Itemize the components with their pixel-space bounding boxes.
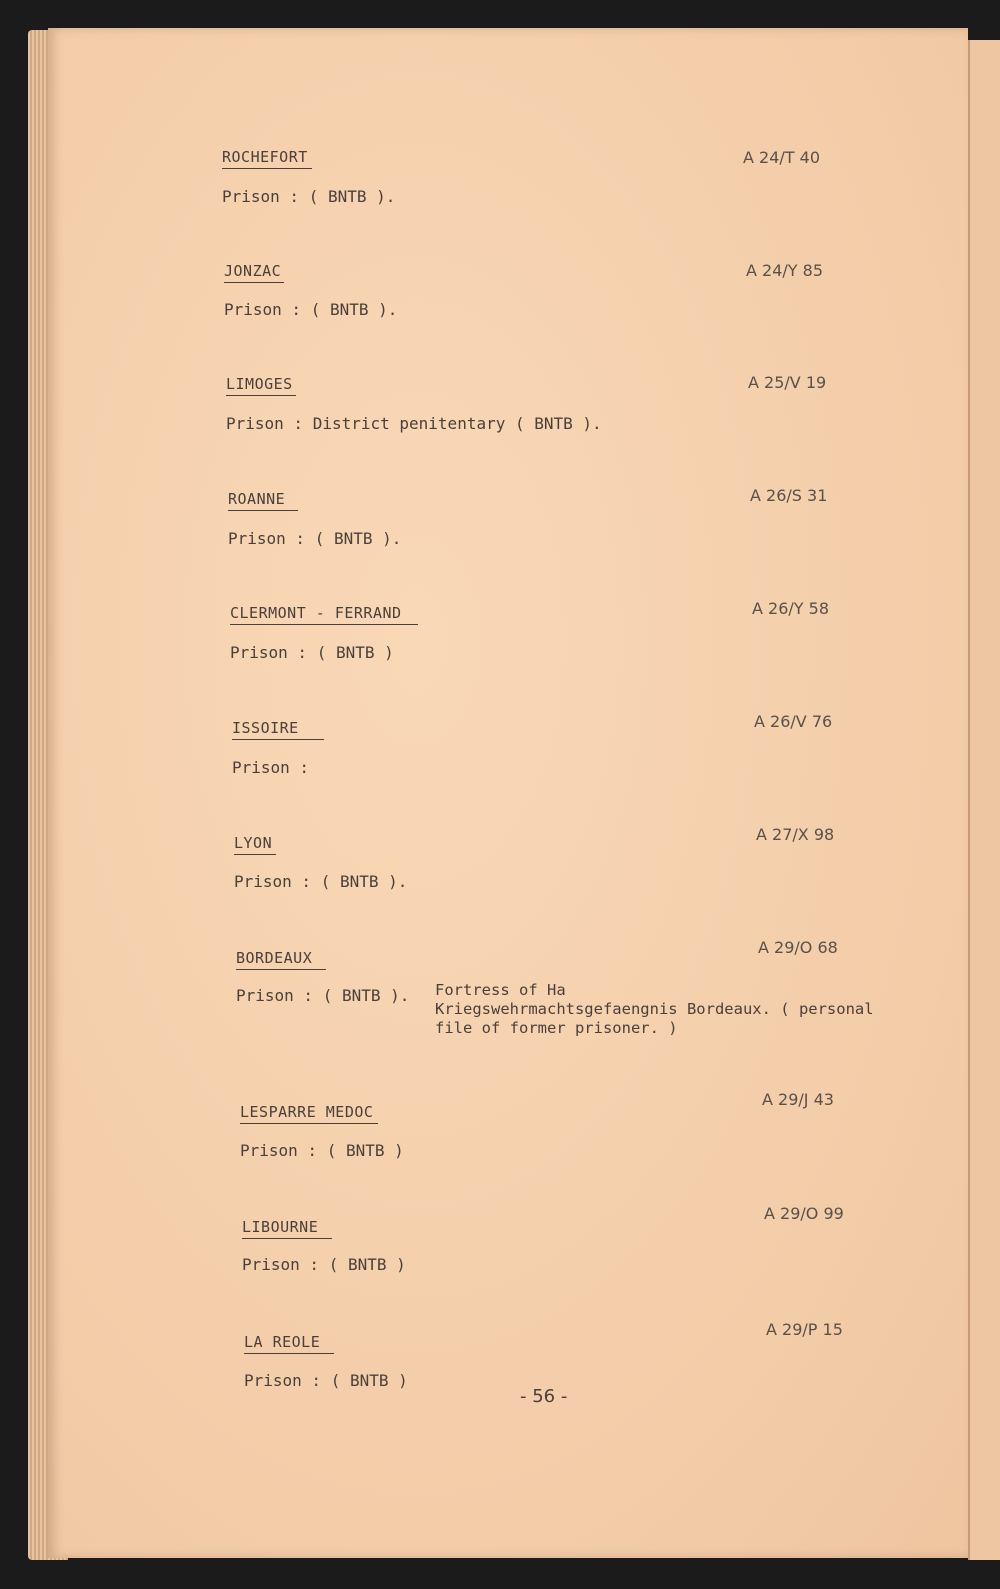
reference-code: A 26/S 31 xyxy=(750,486,828,505)
city-name: LIMOGES xyxy=(226,375,296,396)
city-name: LA REOLE xyxy=(244,1333,334,1354)
prison-description: Prison : ( BNTB ) xyxy=(242,1255,406,1274)
page-number: - 56 - xyxy=(520,1386,568,1407)
prison-note: Fortress of Ha Kriegswehrmachtsgefaengnis Bordeaux. ( personal file of former prisoner. ) xyxy=(435,981,874,1037)
prison-description: Prison : ( BNTB ). xyxy=(236,986,410,1005)
city-name: LESPARRE MEDOC xyxy=(240,1103,378,1124)
reference-code: A 24/T 40 xyxy=(743,148,820,167)
prison-description: Prison : ( BNTB ). xyxy=(224,300,398,319)
prison-description: Prison : xyxy=(232,758,310,777)
reference-code: A 29/J 43 xyxy=(762,1090,834,1109)
city-name: JONZAC xyxy=(224,262,284,283)
city-name: ROCHEFORT xyxy=(222,148,312,169)
prison-description: Prison : ( BNTB ). xyxy=(234,872,408,891)
reference-code: A 29/P 15 xyxy=(766,1320,843,1339)
city-name: CLERMONT - FERRAND xyxy=(230,604,418,625)
prison-description: Prison : ( BNTB ). xyxy=(222,187,396,206)
prison-description: Prison : ( BNTB ) xyxy=(244,1371,408,1390)
reference-code: A 29/O 99 xyxy=(764,1204,844,1223)
reference-code: A 27/X 98 xyxy=(756,825,835,844)
prison-description: Prison : ( BNTB ) xyxy=(240,1141,404,1160)
city-name: ROANNE xyxy=(228,490,298,511)
next-page-edge xyxy=(968,40,1000,1560)
prison-description: Prison : ( BNTB ). xyxy=(228,529,402,548)
city-name: BORDEAUX xyxy=(236,949,326,970)
reference-code: A 25/V 19 xyxy=(748,373,827,392)
city-name: LYON xyxy=(234,834,276,855)
reference-code: A 24/Y 85 xyxy=(746,261,823,280)
city-name: LIBOURNE xyxy=(242,1218,332,1239)
reference-code: A 26/Y 58 xyxy=(752,599,829,618)
city-name: ISSOIRE xyxy=(232,719,324,740)
prison-description: Prison : District penitentary ( BNTB ). xyxy=(226,414,602,433)
reference-code: A 26/V 76 xyxy=(754,712,833,731)
reference-code: A 29/O 68 xyxy=(758,938,838,957)
prison-description: Prison : ( BNTB ) xyxy=(230,643,394,662)
